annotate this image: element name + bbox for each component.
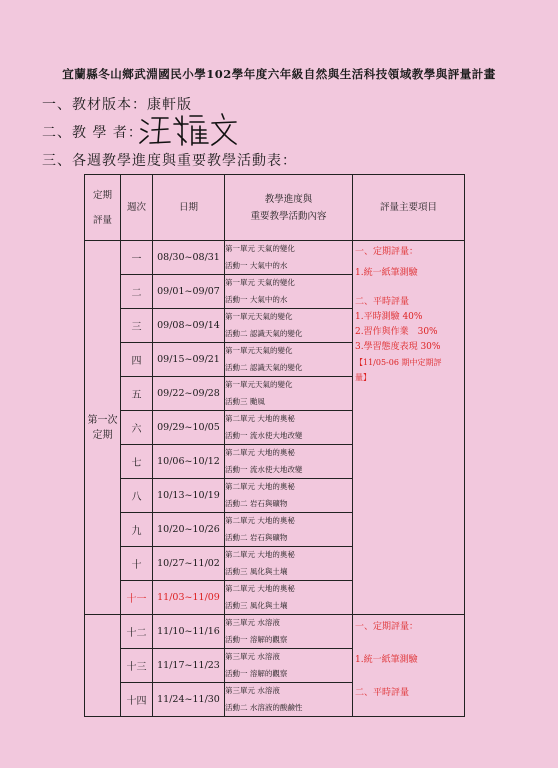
table-row	[85, 615, 465, 649]
date-cell: 08/30~08/31	[153, 241, 225, 275]
week-cell: 十一	[121, 581, 153, 615]
date-cell: 09/08~09/14	[153, 309, 225, 343]
page-title: 宜蘭縣冬山鄉武淵國民小學102學年度六年級自然與生活科技領域教學與評量計畫	[62, 67, 496, 81]
activity-cell: 第三單元 水溶液 活動一 溶解的觀察	[225, 649, 353, 683]
teacher-signature	[138, 112, 238, 148]
activity-cell: 第二單元 大地的奧秘 活動二 岩石與礦物	[225, 479, 353, 513]
week-cell: 三	[121, 309, 153, 343]
activity-cell: 第一單元天氣的變化 活動二 認識天氣的變化	[225, 343, 353, 377]
week-cell: 十三	[121, 649, 153, 683]
date-cell: 11/24~11/30	[153, 683, 225, 717]
activity-cell: 第一單元 天氣的變化 活動一 大氣中的水	[225, 241, 353, 275]
date-cell: 11/17~11/23	[153, 649, 225, 683]
date-cell: 11/03~11/09	[153, 581, 225, 615]
header-content: 教學進度與 重要教學活動內容	[225, 175, 353, 241]
week-cell: 七	[121, 445, 153, 479]
activity-cell: 第一單元天氣的變化 活動三 颱風	[225, 377, 353, 411]
eval-cell-1: 一、定期評量： 1.統一紙筆測驗 二、平時評量 1.平時測驗 40% 2.習作與作業 30% 3.學習態度表現 30% 【11/05-06 期中定期評 量】	[353, 241, 465, 615]
activity-cell: 第二單元 大地的奧秘 活動三 風化與土壤	[225, 547, 353, 581]
activity-cell: 第一單元 天氣的變化 活動一 大氣中的水	[225, 275, 353, 309]
week-cell: 一	[121, 241, 153, 275]
table-row	[85, 241, 465, 275]
period-cell-1: 第一次 定期	[85, 241, 121, 615]
activity-cell: 第二單元 大地的奧秘 活動三 風化與土壤	[225, 581, 353, 615]
date-cell: 09/15~09/21	[153, 343, 225, 377]
header-date: 日期	[153, 175, 225, 241]
date-cell: 09/29~10/05	[153, 411, 225, 445]
date-cell: 09/22~09/28	[153, 377, 225, 411]
week-cell: 二	[121, 275, 153, 309]
date-cell: 11/10~11/16	[153, 615, 225, 649]
activity-cell: 第二單元 大地的奧秘 活動二 岩石與礦物	[225, 513, 353, 547]
week-cell: 十二	[121, 615, 153, 649]
week-cell: 十	[121, 547, 153, 581]
date-cell: 10/20~10/26	[153, 513, 225, 547]
week-cell: 四	[121, 343, 153, 377]
activity-cell: 第一單元天氣的變化 活動二 認識天氣的變化	[225, 309, 353, 343]
date-cell: 10/13~10/19	[153, 479, 225, 513]
header-week: 週次	[121, 175, 153, 241]
week-cell: 五	[121, 377, 153, 411]
date-cell: 09/01~09/07	[153, 275, 225, 309]
week-cell: 八	[121, 479, 153, 513]
date-cell: 10/27~11/02	[153, 547, 225, 581]
week-cell: 九	[121, 513, 153, 547]
textbook-line: 一、教材版本：康軒版	[42, 97, 192, 113]
header-eval: 評量主要項目	[353, 175, 465, 241]
activity-cell: 第二單元 大地的奧秘 活動一 流水使大地改變	[225, 445, 353, 479]
activity-cell: 第三單元 水溶液 活動二 水溶液的酸鹼性	[225, 683, 353, 717]
schedule-line: 三、各週教學進度與重要教學活動表：	[42, 153, 297, 169]
date-cell: 10/06~10/12	[153, 445, 225, 479]
activity-cell: 第三單元 水溶液 活動一 溶解的觀察	[225, 615, 353, 649]
teacher-line: 二、教 學 者：	[42, 125, 143, 141]
schedule-table	[84, 174, 465, 717]
header-period: 定期 評量	[85, 175, 121, 241]
period-cell-2	[85, 615, 121, 717]
activity-cell: 第二單元 大地的奧秘 活動一 流水使大地改變	[225, 411, 353, 445]
eval-cell-2: 一、定期評量： 1.統一紙筆測驗 二、平時評量	[353, 615, 465, 717]
week-cell: 六	[121, 411, 153, 445]
table-header-row	[85, 175, 465, 241]
week-cell: 十四	[121, 683, 153, 717]
